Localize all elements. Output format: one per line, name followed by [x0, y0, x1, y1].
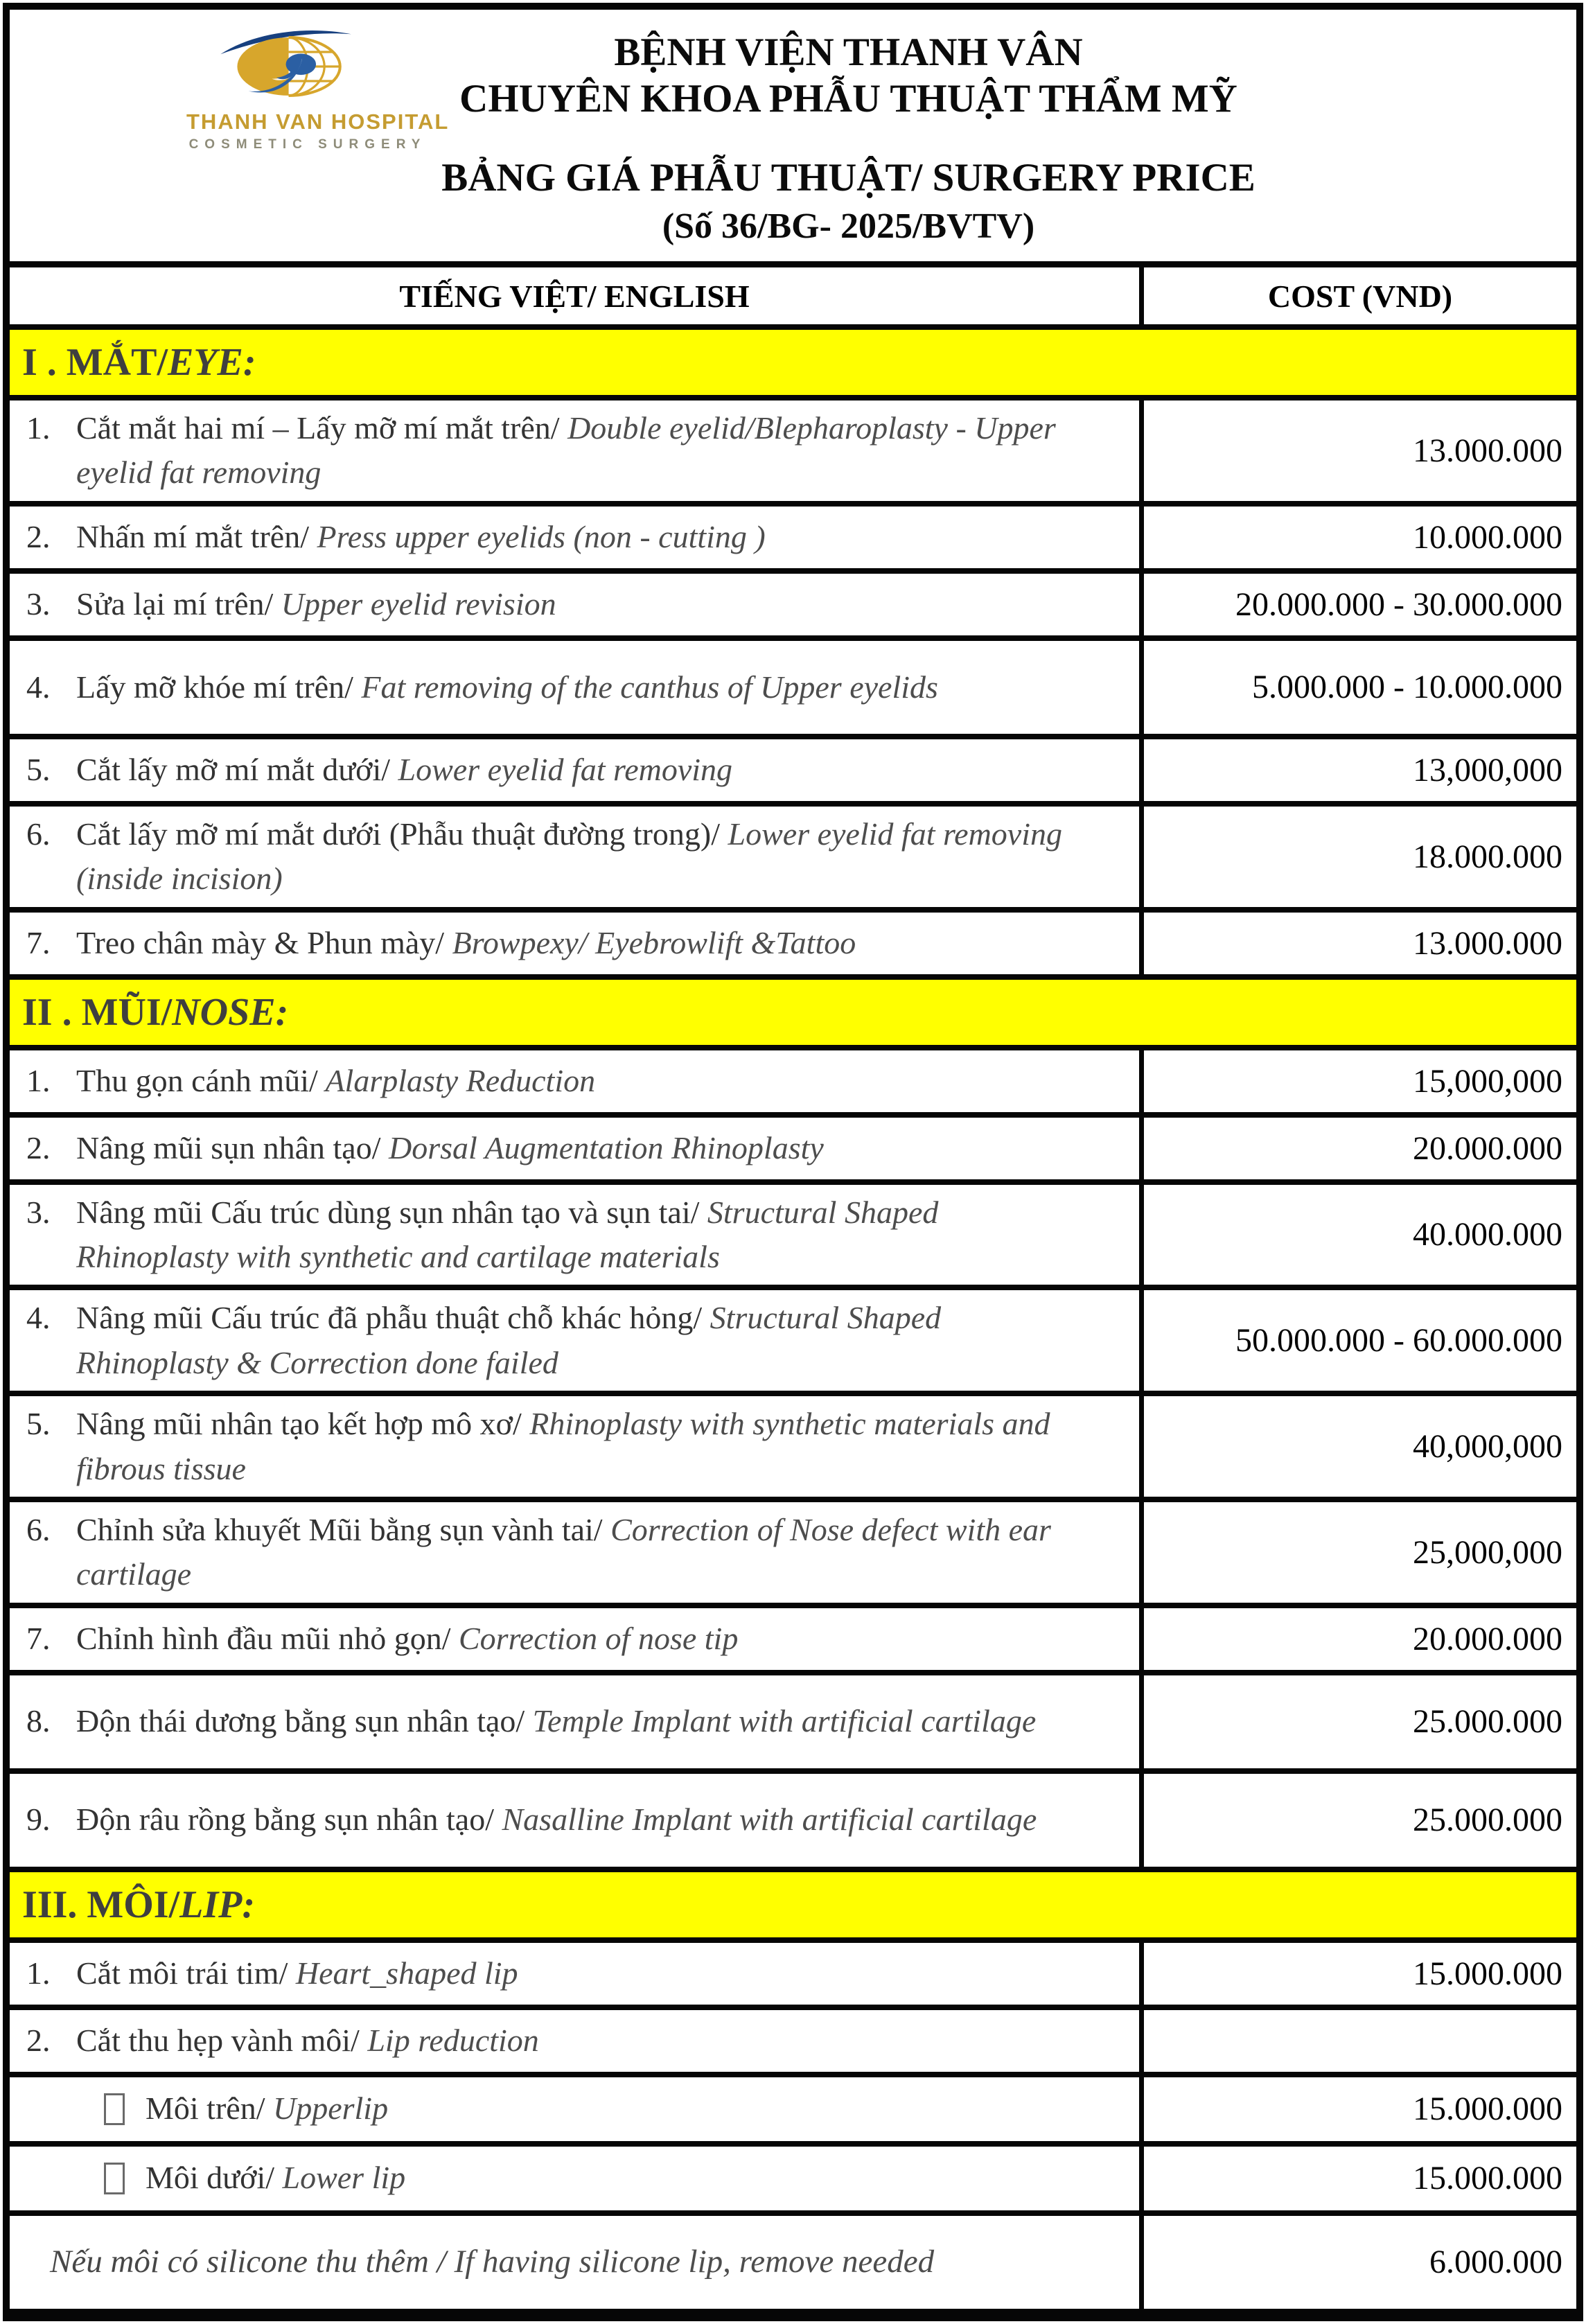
table-row: [10, 1943, 1576, 2010]
item-number: 9.: [26, 1802, 51, 1838]
item-text-vietnamese: Nâng mũi nhân tạo kết hợp mô xơ/: [76, 1406, 522, 1442]
table-column-header: [10, 267, 1576, 330]
item-text-english: Rhinoplasty with synthetic materials and fibrous tissue: [76, 1406, 1050, 1486]
price-cell: 15,000,000: [1139, 1050, 1576, 1112]
checkbox-icon: [104, 2163, 125, 2194]
price-cell: 25.000.000: [1139, 1774, 1576, 1867]
item-text-vietnamese: Chỉnh sửa khuyết Mũi bằng sụn vành tai/: [76, 1511, 603, 1547]
item-text-english: Heart_shaped lip: [288, 1955, 518, 1991]
item-number: 2.: [26, 1129, 51, 1165]
document-header: [10, 10, 1576, 267]
hospital-name-title: BỆNH VIỆN THANH VÂN: [614, 30, 1083, 74]
item-number: 6.: [26, 1511, 51, 1547]
item-text-vietnamese: Lấy mỡ khóe mí trên/: [76, 669, 353, 705]
item-text-english: Structural Shaped Rhinoplasty & Correction done failed: [76, 1300, 942, 1380]
item-text-vietnamese: Độn râu rồng bằng sụn nhân tạo/: [76, 1802, 494, 1838]
department-title: CHUYÊN KHOA PHẪU THUẬT THẨM MỸ: [459, 77, 1237, 121]
item-number: 6.: [26, 816, 51, 852]
table-row: [10, 1290, 1576, 1396]
item-text-vietnamese: Môi trên/: [146, 2090, 265, 2127]
table-row: [10, 2077, 1576, 2147]
item-text-vietnamese: Cắt môi trái tim/: [76, 1955, 288, 1991]
price-cell: 13,000,000: [1139, 739, 1576, 801]
table-row: [10, 1050, 1576, 1118]
note-row: [10, 2216, 1576, 2314]
item-text-vietnamese: Cắt lấy mỡ mí mắt dưới/: [76, 752, 391, 788]
column-header-desc: TIẾNG VIỆT/ ENGLISH: [399, 278, 750, 314]
price-list-document: [3, 3, 1583, 2321]
item-number: 5.: [26, 1406, 51, 1442]
item-text-english: Fat removing of the canthus of Upper eyelids: [353, 669, 938, 705]
item-number: 4.: [26, 1300, 51, 1336]
checkbox-icon: [104, 2093, 125, 2125]
item-text-english: Double eyelid/Blepharoplasty - Upper eyelid fat removing: [76, 410, 1056, 491]
table-row: [10, 574, 1576, 641]
item-text-english: Upperlip: [265, 2090, 389, 2127]
table-row: [10, 1502, 1576, 1608]
item-number: 3.: [26, 1194, 51, 1230]
item-text-english: Press upper eyelids (non - cutting ): [308, 519, 766, 555]
item-text-english: Browpexy/ Eyebrowlift &Tattoo: [444, 924, 856, 960]
item-number: 2.: [26, 519, 51, 555]
price-cell: 40,000,000: [1139, 1396, 1576, 1497]
item-number: 4.: [26, 669, 51, 705]
item-text-english: Upper eyelid revision: [273, 586, 556, 622]
price-list-title: BẢNG GIÁ PHẪU THUẬT/ SURGERY PRICE: [441, 155, 1255, 200]
item-text-vietnamese: Cắt lấy mỡ mí mắt dưới (Phẫu thuật đường trong)/: [76, 816, 721, 852]
item-text-english: Dorsal Augmentation Rhinoplasty: [380, 1129, 824, 1165]
logo-name: THANH VAN HOSPITAL: [186, 109, 450, 134]
table-row: [10, 1396, 1576, 1502]
item-text-vietnamese: Sửa lại mí trên/: [76, 586, 274, 622]
item-text-english: Structural Shaped Rhinoplasty with synthetic and cartilage materials: [76, 1194, 939, 1274]
table-row: [10, 641, 1576, 739]
price-cell: 13.000.000: [1139, 400, 1576, 501]
item-text-vietnamese: Nâng mũi sụn nhân tạo/: [76, 1129, 381, 1165]
table-row: [10, 807, 1576, 913]
item-number: 8.: [26, 1703, 51, 1739]
price-cell: 20.000.000 - 30.000.000: [1139, 574, 1576, 635]
item-text-vietnamese: Cắt mắt hai mí – Lấy mỡ mí mắt trên/: [76, 410, 560, 446]
table-row: [10, 913, 1576, 980]
price-cell: 6.000.000: [1139, 2216, 1576, 2309]
item-text-vietnamese: Nâng mũi Cấu trúc dùng sụn nhân tạo và sụn tai/: [76, 1194, 700, 1230]
table-row: [10, 739, 1576, 807]
price-cell: 25,000,000: [1139, 1502, 1576, 1603]
item-text-english: Correction of nose tip: [450, 1620, 739, 1656]
table-row: [10, 507, 1576, 574]
price-cell: 5.000.000 - 10.000.000: [1139, 641, 1576, 734]
item-text-vietnamese: Nhấn mí mắt trên/: [76, 519, 309, 555]
price-cell: 25.000.000: [1139, 1675, 1576, 1768]
section-heading-nose: II . MŨI/ NOSE:: [10, 980, 1576, 1050]
price-cell: 20.000.000: [1139, 1118, 1576, 1179]
note-text-english: If having silicone lip, remove needed: [446, 2243, 935, 2280]
table-row: [10, 1118, 1576, 1185]
item-text-vietnamese: Độn thái dương bằng sụn nhân tạo/: [76, 1703, 525, 1739]
item-text-english: Temple Implant with artificial cartilage: [525, 1703, 1037, 1739]
table-row: [10, 400, 1576, 507]
item-text-english: Nasalline Implant with artificial cartilage: [494, 1802, 1037, 1838]
price-cell: [1139, 2010, 1576, 2072]
table-row: [10, 1608, 1576, 1675]
section-heading-eye: I . MẮT/ EYE:: [10, 330, 1576, 400]
table-row: [10, 2010, 1576, 2077]
price-cell: 20.000.000: [1139, 1608, 1576, 1670]
price-cell: 40.000.000: [1139, 1185, 1576, 1285]
item-text-english: Correction of Nose defect with ear cartilage: [76, 1511, 1051, 1592]
table-row: [10, 1675, 1576, 1774]
item-text-vietnamese: Cắt thu hẹp vành môi/: [76, 2022, 360, 2058]
item-text-vietnamese: Treo chân mày & Phun mày/: [76, 924, 445, 960]
item-number: 1.: [26, 1955, 51, 1991]
item-text-vietnamese: Thu gọn cánh mũi/: [76, 1062, 318, 1098]
logo-subtitle: COSMETIC SURGERY: [188, 137, 427, 152]
item-number: 7.: [26, 1620, 51, 1656]
price-cell: 13.000.000: [1139, 913, 1576, 974]
item-text-english: Lower eyelid fat removing: [390, 752, 733, 788]
item-number: 7.: [26, 924, 51, 960]
item-text-vietnamese: Môi dưới/: [146, 2160, 274, 2196]
price-cell: 15.000.000: [1139, 2147, 1576, 2210]
item-number: 1.: [26, 410, 51, 446]
price-cell: 15.000.000: [1139, 2077, 1576, 2141]
table-row: [10, 2147, 1576, 2216]
price-cell: 18.000.000: [1139, 807, 1576, 907]
table-row: [10, 1185, 1576, 1291]
price-cell: 15.000.000: [1139, 1943, 1576, 2005]
item-text-english: Lip reduction: [359, 2022, 539, 2058]
section-heading-lip: III. MÔI/ LIP:: [10, 1872, 1576, 1943]
document-number: (Số 36/BG- 2025/BVTV): [662, 206, 1035, 246]
column-header-cost: COST (VND): [1139, 267, 1576, 324]
price-cell: 50.000.000 - 60.000.000: [1139, 1290, 1576, 1391]
item-text-english: Lower eyelid fat removing (inside incision): [76, 816, 1062, 897]
item-number: 3.: [26, 586, 51, 622]
document-title-block: [65, 29, 1576, 247]
note-text-vietnamese: Nếu môi có silicone thu thêm /: [50, 2243, 446, 2280]
item-text-vietnamese: Chỉnh hình đầu mũi nhỏ gọn/: [76, 1620, 451, 1656]
item-text-english: Alarplasty Reduction: [317, 1062, 596, 1098]
table-row: [10, 1774, 1576, 1872]
item-number: 1.: [26, 1062, 51, 1098]
item-text-vietnamese: Nâng mũi Cấu trúc đã phẫu thuật chỗ khác hỏng/: [76, 1300, 703, 1336]
item-text-english: Lower lip: [274, 2160, 406, 2196]
item-number: 2.: [26, 2022, 51, 2058]
price-cell: 10.000.000: [1139, 507, 1576, 568]
item-number: 5.: [26, 752, 51, 788]
